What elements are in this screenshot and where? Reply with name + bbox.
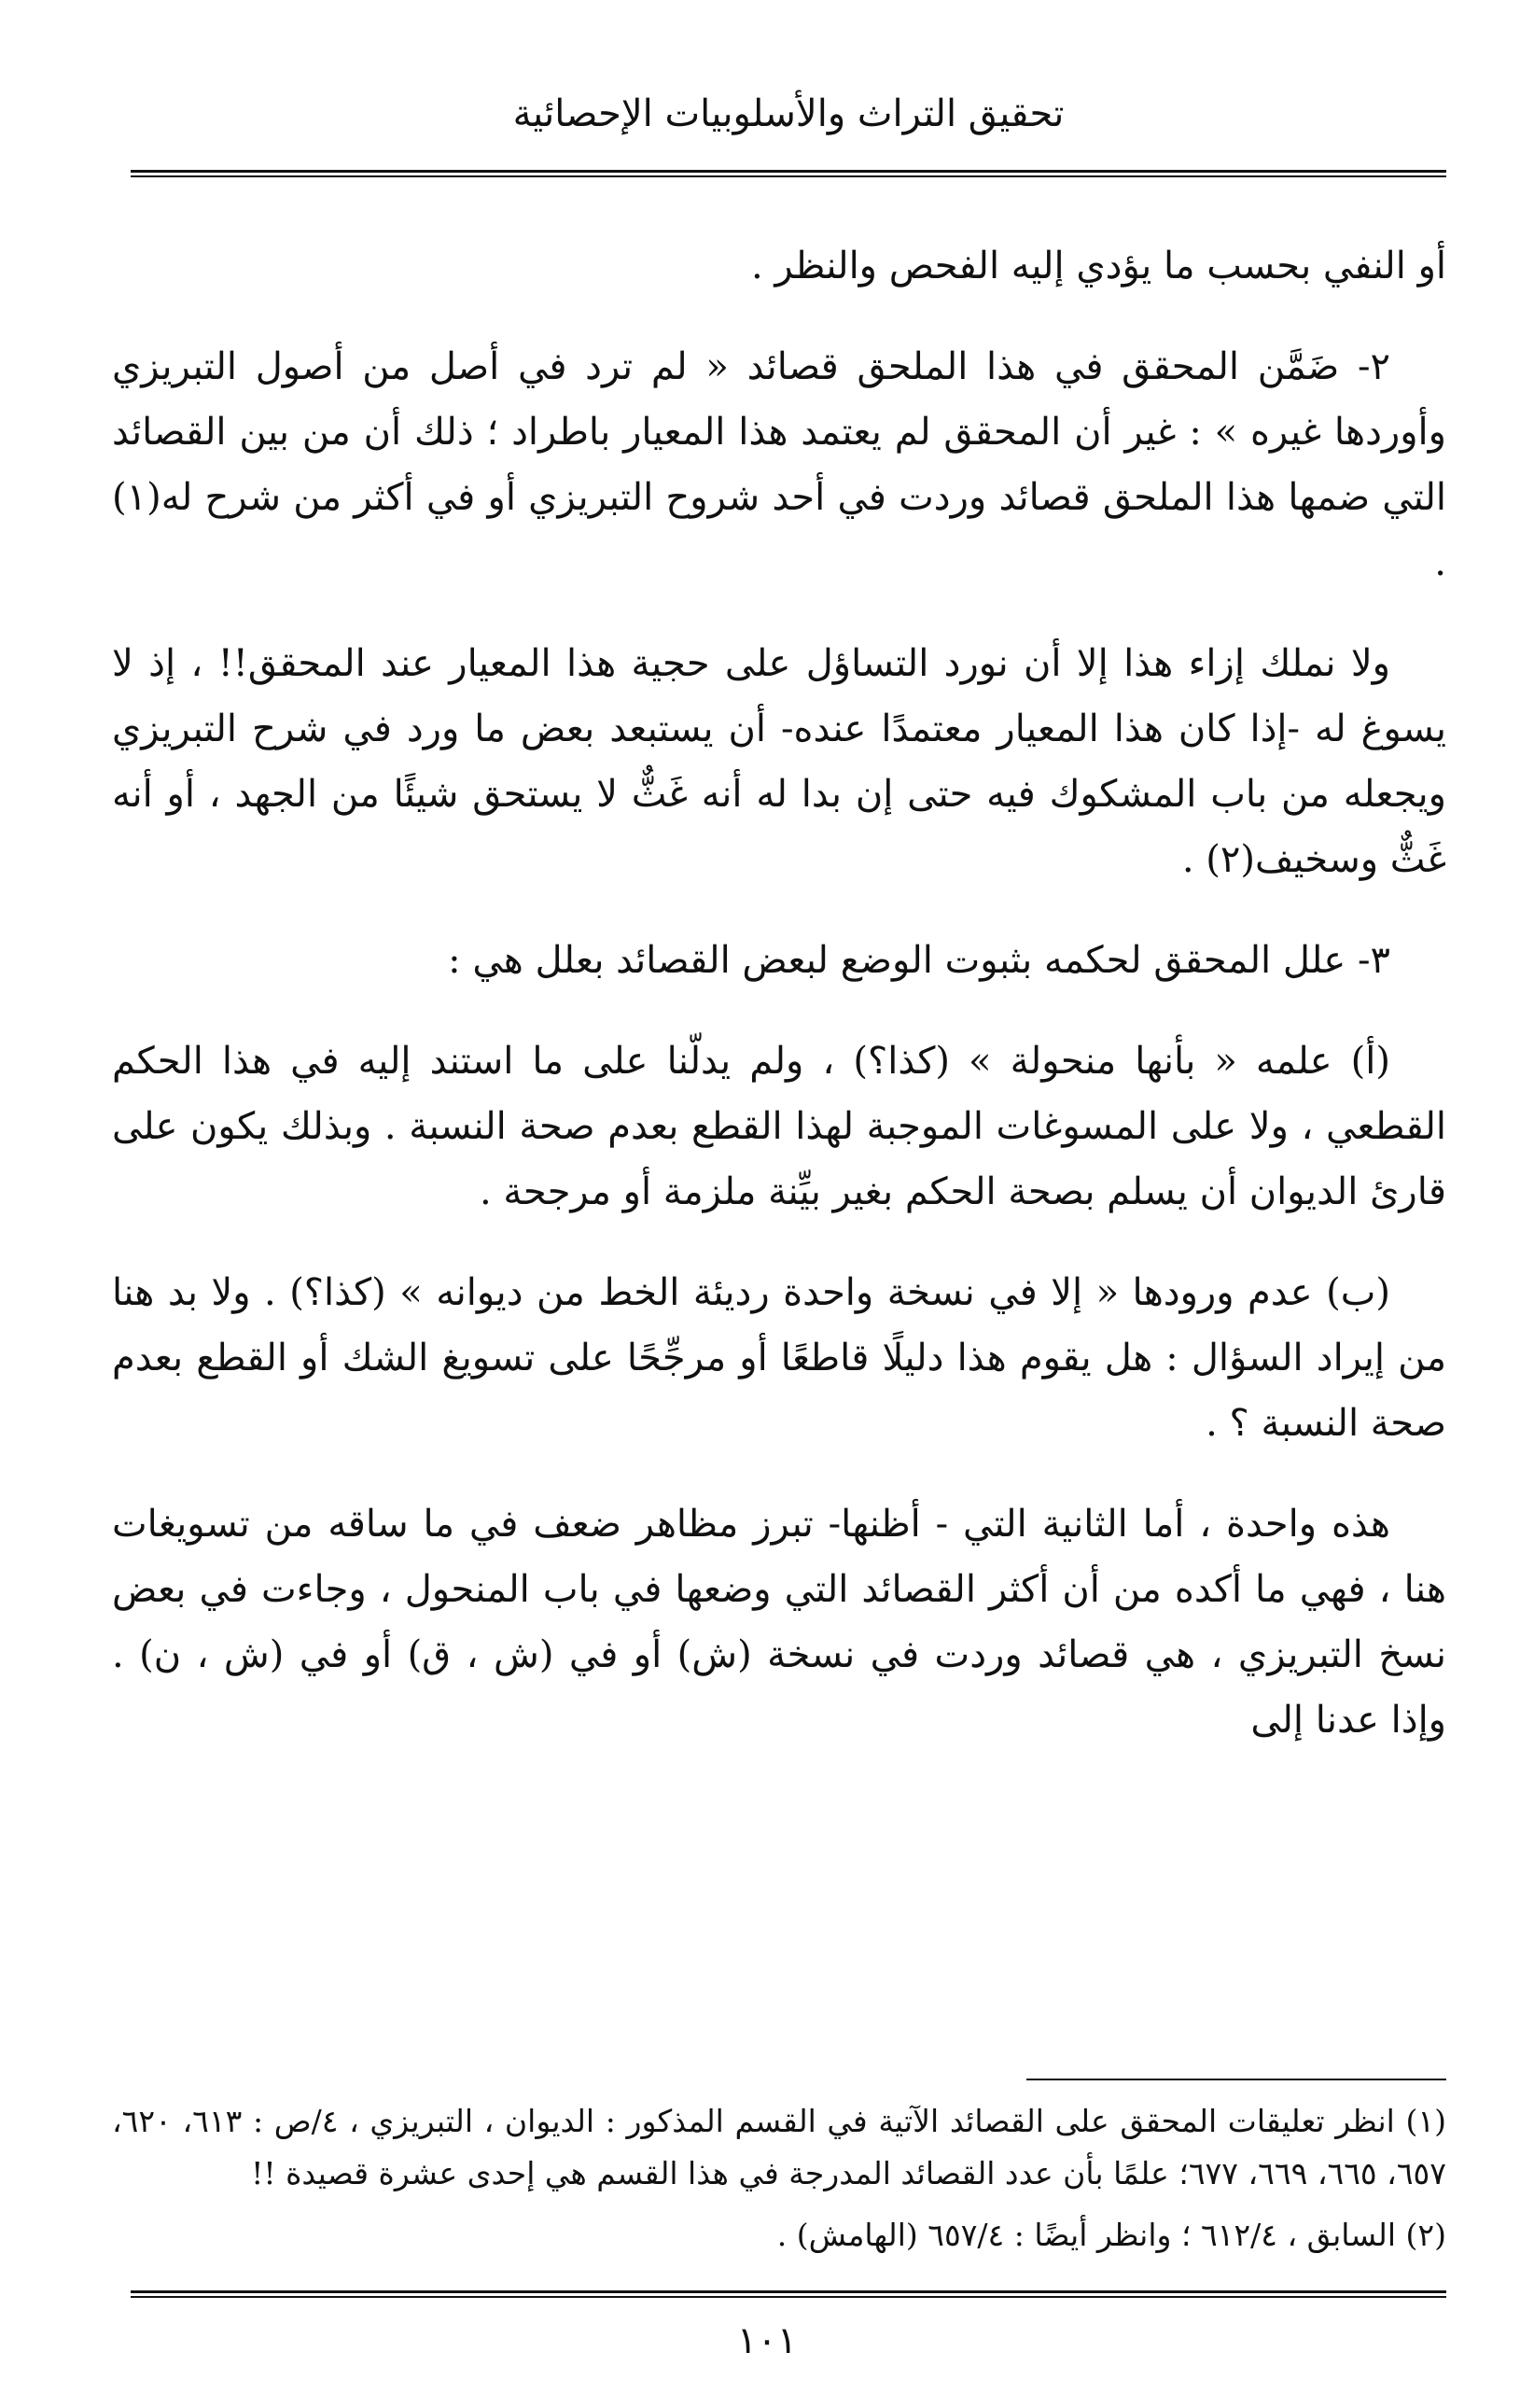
paragraph-6: (ب) عدم ورودها « إلا في نسخة واحدة رديئة الخط من ديوانه » (كذا؟) . ولا بد هنا من إيراد السؤال : هل يقوم هذا دليلًا قاطعًا أو مرجِّحًا على تسويغ الشك أو القطع بعدم صحة النسبة ؟ . (112, 1271, 1446, 1445)
paragraph-7: هذه واحدة ، أما الثانية التي - أظنها- تبرز مظاهر ضعف في ما ساقه من تسويغات هنا ، فهي ما أكده من أن أكثر القصائد التي وضعها في باب المنحول ، وجاءت في بعض نسخ التبريزي ، هي قصائد وردت في نسخة (ش) أو في (ش ، ق) أو في (ش ، ن) . وإذا عدنا إلى (112, 1503, 1446, 1742)
footer-rule (131, 2290, 1446, 2298)
paragraph-4: ٣- علل المحقق لحكمه بثبوت الوضع لبعض القصائد بعلل هي : (448, 939, 1390, 982)
footnotes (112, 2095, 1446, 2271)
footnote-2: (٢) السابق ، ٦١٢/٤ ؛ وانظر أيضًا : ٦٥٧/٤ (الهامش) . (776, 2217, 1446, 2253)
paragraph-2: ٢- ضَمَّن المحقق في هذا الملحق قصائد « لم ترد في أصل من أصول التبريزي وأوردها غيره » : غير أن المحقق لم يعتمد هذا المعيار باطراد ؛ ذلك أن من بين القصائد التي ضمها هذا الملحق قصائد وردت في أحد شروح التبريزي أو في أكثر من شرح له(١) . (112, 345, 1446, 584)
main-text (112, 233, 1446, 1788)
page-number: ١٠١ (736, 2319, 798, 2362)
running-title: تحقيق التراث والأسلوبيات الإحصائية (512, 92, 1065, 135)
header-rule (131, 170, 1446, 177)
paragraph-3: ولا نملك إزاء هذا إلا أن نورد التساؤل على حجية هذا المعيار عند المحقق!! ، إذ لا يسوغ له -إذا كان هذا المعيار معتمدًا عنده- أن يستبعد بعض ما ورد في شرح التبريزي ويجعله من باب المشكوك فيه حتى إن بدا له أنه غَثٌّ لا يستحق شيئًا من الجهد ، أو أنه غَثٌّ وسخيف(٢) . (112, 642, 1446, 881)
paragraph-1: أو النفي بحسب ما يؤدي إليه الفحص والنظر . (751, 245, 1446, 287)
footnote-divider (1026, 2079, 1446, 2080)
paragraph-5: (أ) علمه « بأنها منحولة » (كذا؟) ، ولم يدلّنا على ما استند إليه في هذا الحكم القطعي ، ولا على المسوغات الموجبة لهذا القطع بعدم صحة النسبة . وبذلك يكون على قارئ الديوان أن يسلم بصحة الحكم بغير بيِّنة ملزمة أو مرجحة . (112, 1040, 1446, 1213)
footnote-1: (١) انظر تعليقات المحقق على القصائد الآتية في القسم المذكور : الديوان ، التبريزي ، ٤/ص : ٦١٣، ٦٢٠، ٦٥٧، ٦٦٥، ٦٦٩، ٦٧٧؛ علمًا بأن عدد القصائد المدرجة في هذا القسم هي إحدى عشرة قصيدة !! (112, 2103, 1446, 2191)
